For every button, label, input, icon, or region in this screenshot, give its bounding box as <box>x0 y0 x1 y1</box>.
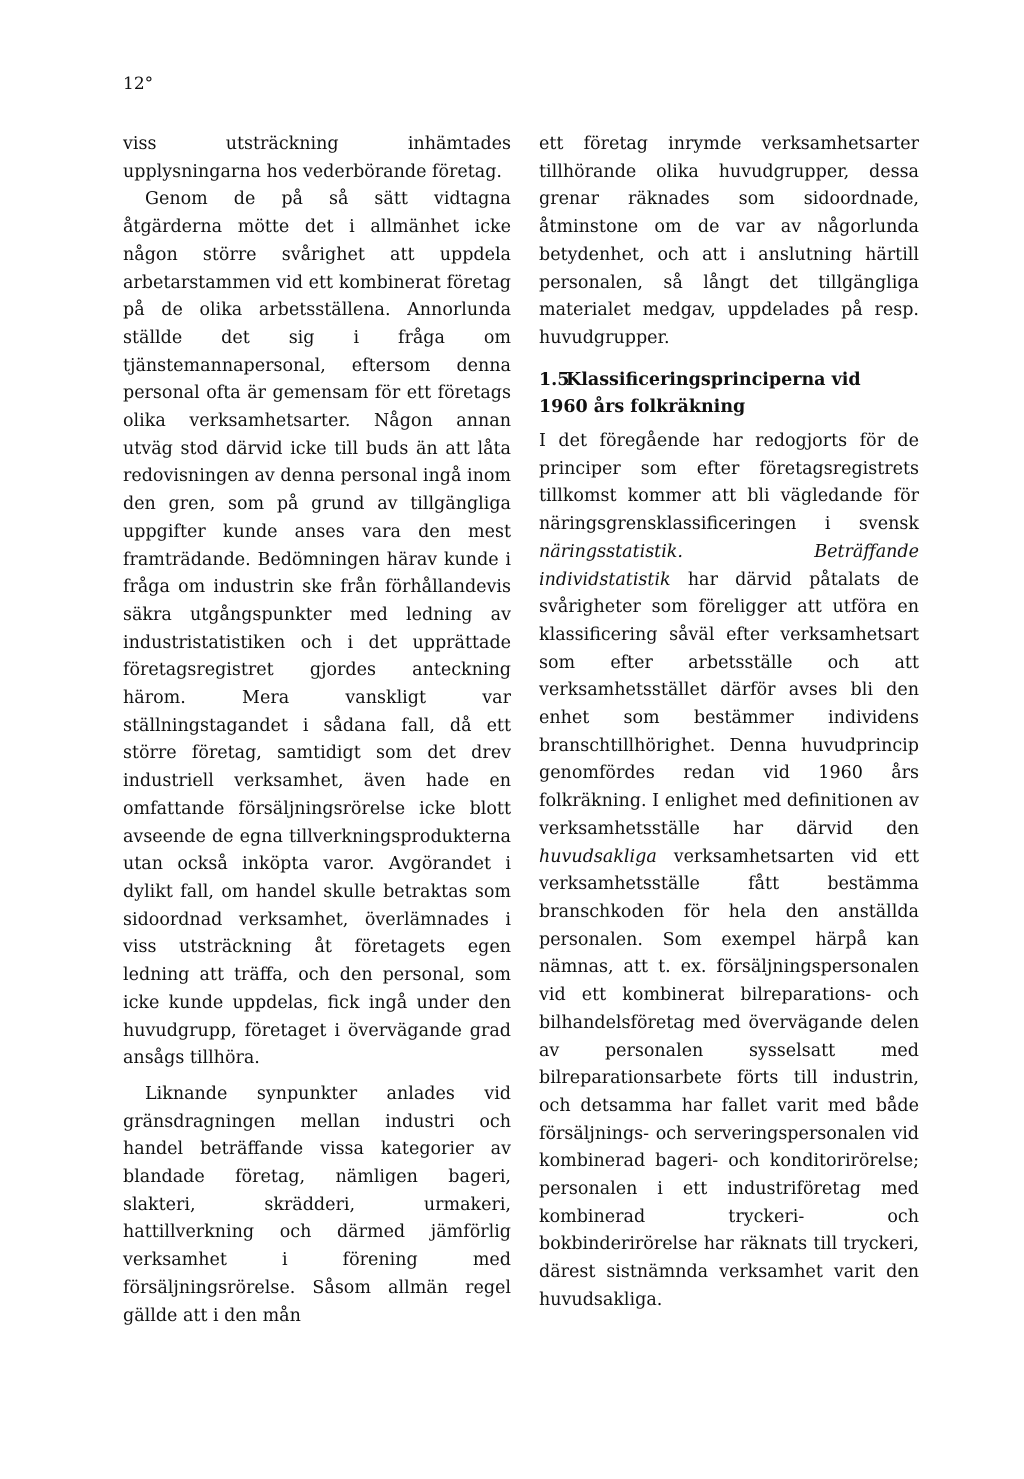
right-paragraph-2-part-b: har därvid påtalats de svårigheter som föreligger att utföra en klassificering såväl efter verksamhetsart som efter arbetsställe och att verksamhetsstället därför avses bli den enhet som bestämmer individens branschtillhörighet. Denna huvudprincip genomfördes redan vid 1960 års folkräkning. I enlighet med definitionen av verksamhetsställe har därvid den <box>539 569 919 839</box>
right-paragraph-2-part-c: verksamhetsarten vid ett verksamhetsställe fått bestämma branschkoden för hela den anställda personalen. Som exempel härpå kan nämnas, att t. ex. försäljningspersonalen vid ett kombinerat bilreparations- och bilhandelsföretag med övervägande delen av personalen sysselsatt med bilreparationsarbete förts till industrin, och detsamma har fallet varit med både försäljnings- och serveringspersonalen vid kombinerad bageri- och konditorirörelse; personalen i ett industriföretag med kombinerad tryckeri- och bokbinderirörelse har räknats till tryckeri, därest sistnämnda verksamhet varit den huvudsakliga. <box>539 846 919 1310</box>
section-heading <box>539 367 919 422</box>
left-paragraph-1: viss utsträckning inhämtades upplysningarna hos vederbörande företag. <box>123 134 511 182</box>
section-heading-line1: Klassificeringsprinciperna vid <box>566 369 861 390</box>
right-paragraph-2 <box>539 428 919 1315</box>
left-paragraph-2: Genom de på så sätt vidtagna åtgärderna mötte det i allmänhet icke någon större svårighet att uppdela arbetarstammen vid ett kombinerat företag på de olika arbetsställena. Annorlunda ställde det sig i fråga om tjänstemannapersonal, eftersom denna personal ofta är gemensam för ett företags olika verksamhetsarter. Någon annan utväg stod därvid icke till buds än att låta redovisningen av denna personal ingå inom den gren, som på grund av tillgängliga uppgifter kunde anses vara den mest framträdande. Bedömningen härav kunde i fråga om industrin ske från förhållandevis säkra utgångspunkter med ledning av industristatistiken och i det upprättade företagsregistret gjordes anteckning härom. Mera vanskligt var ställningstagandet i sådana fall, då ett större företag, samtidigt som det drev industriell verksamhet, även hade en omfattande försäljningsrörelse icke blott avseende de egna tillverkningsprodukterna utan också inköpta varor. Avgörandet i dylikt fall, om handel skulle betraktas som sidoordnad verksamhet, överlämnades i viss utsträckning åt företagets egen ledning att träffa, och den personal, som icke kunde uppdelas, fick ingå under den huvudgrupp, företaget i övervägande grad ansågs tillhöra. <box>123 189 511 1069</box>
right-paragraph-2-emphasis-2: huvudsakliga <box>539 846 657 867</box>
section-heading-line2: 1960 års folkräkning <box>539 397 746 418</box>
section-heading-number: 1.5 <box>539 369 570 390</box>
page-number: 12° <box>123 74 154 94</box>
left-column <box>123 131 511 1330</box>
right-paragraph-1: ett företag inrymde verksamhetsarter tillhörande olika huvudgrupper, dessa grenar räknades som sidoordnade, åtminstone om de var av någorlunda betydenhet, och att i anslutning härtill personalen, så långt det tillgängliga materialet medgav, uppdelades på resp. huvudgrupper. <box>539 134 919 348</box>
left-paragraph-3: Liknande synpunkter anlades vid gränsdragningen mellan industri och handel beträffande vissa kategorier av blandade företag, nämligen bageri, slakteri, skrädderi, urmakeri, hattillverkning och därmed jämförlig verksamhet i förening med försäljningsrörelse. Såsom allmän regel gällde att i den mån <box>123 1083 511 1326</box>
right-paragraph-2-emphasis-1: näringsstatistik. Beträffande individstatistik <box>539 541 919 590</box>
right-paragraph-2-part-a: I det föregående har redogjorts för de principer som efter företagsregistrets tillkomst kommer att bli vägledande för näringsgrensklassificeringen i svensk <box>539 431 919 535</box>
right-column <box>539 131 919 1315</box>
